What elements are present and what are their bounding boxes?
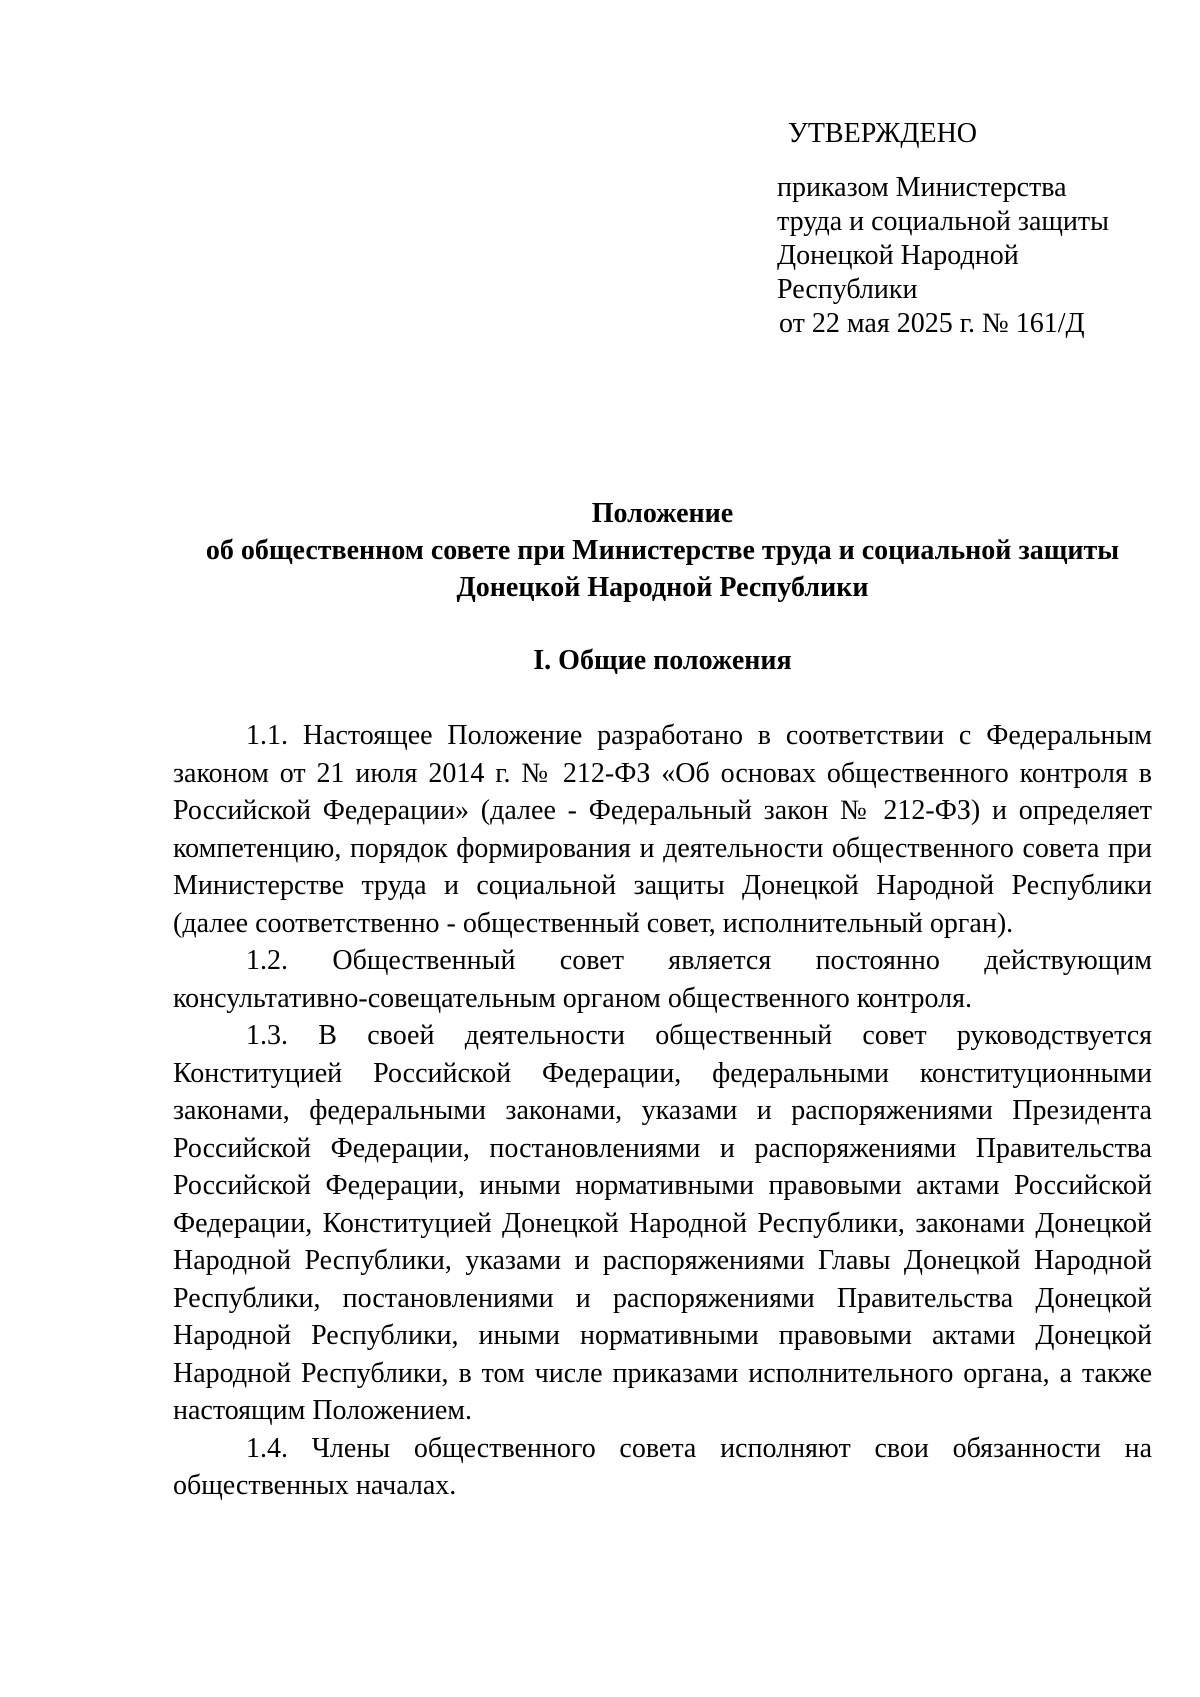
section-heading: I. Общие положения [533, 645, 792, 676]
title-line-2: об общественном совете при Министерстве труда и социальной защиты [205, 535, 1120, 566]
paragraph-1-3: 1.3. В своей деятельности общественный совет руководствуется Конституцией Российской Федерации, федеральными конституционными законами, федеральными законами, указами и распоряжениями Президента Российской Федерации, постановлениями и распоряжениями Правительства Российской Федерации, иными нормативными правовыми актами Российской Федерации, Конституцией Донецкой Народной Республики, законами Донецкой Народной Республики, указами и распоряжениями Главы Донецкой Народной Республики, постановлениями и распоряжениями Правительства Донецкой Народной Республики, иными нормативными правовыми актами Донецкой Народной Республики, в том числе приказами исполнительного органа, а также настоящим Положением. [173, 1020, 1152, 1426]
approval-line-ministry: труда и социальной защиты [777, 206, 1109, 237]
title-line-3: Донецкой Народной Республики [456, 572, 869, 603]
title-line-1: Положение [591, 498, 734, 529]
section-body [173, 717, 1152, 1505]
paragraph-1-1: 1.1. Настоящее Положение разработано в соответствии с Федеральным законом от 21 июля 2014 г. № 212-ФЗ «Об основах общественного контроля в Российской Федерации» (далее - Федеральный закон № 212-ФЗ) и определяет компетенцию, порядок формирования и деятельности общественного совета при Министерстве труда и социальной защиты Донецкой Народной Республики (далее соответственно - общественный совет, исполнительный орган). [173, 720, 1152, 939]
paragraph-1-2: 1.2. Общественный совет является постоянно действующим консультативно-совещательным органом общественного контроля. [173, 945, 1152, 1014]
approved-label: УТВЕРЖДЕНО [788, 118, 978, 149]
approval-line-republic: Республики [777, 274, 918, 305]
document-title [170, 495, 1155, 606]
approval-line-date-number: от 22 мая 2025 г. № 161/Д [779, 308, 1085, 339]
approval-line-order: приказом Министерства [777, 172, 1067, 203]
paragraph-1-4: 1.4. Члены общественного совета исполняют свои обязанности на общественных началах. [173, 1432, 1152, 1501]
approval-line-donetsk: Донецкой Народной [777, 240, 1019, 271]
